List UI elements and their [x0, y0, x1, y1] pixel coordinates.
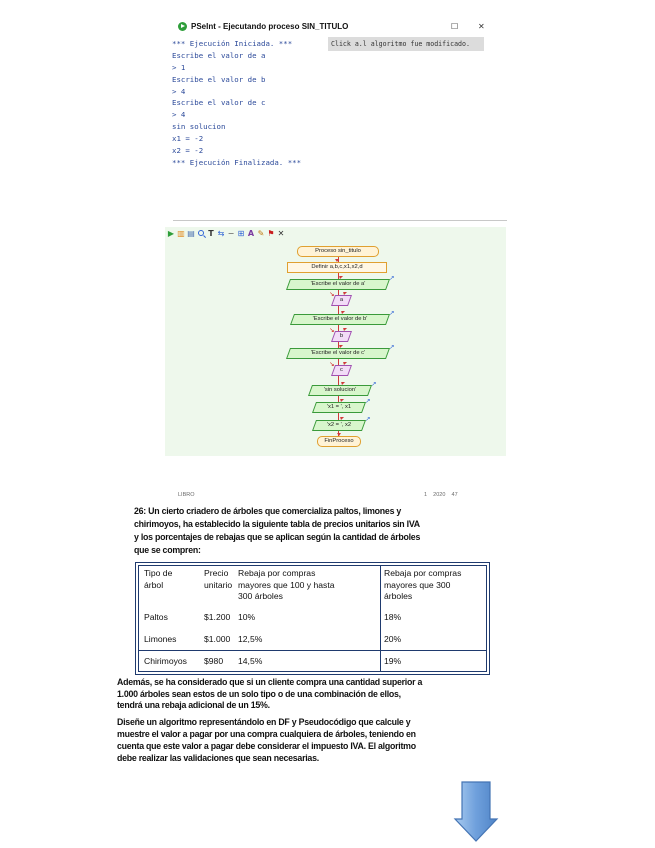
console-line: Escribe el valor de c	[172, 98, 266, 108]
node-label: Proceso sin_titulo	[315, 248, 361, 254]
close-icon[interactable]: ✕	[478, 22, 485, 31]
table-cell: Paltos	[144, 612, 168, 622]
node-label: 'x2 = ', x2	[326, 422, 352, 428]
header-line: Precio	[204, 568, 229, 578]
pseudocode-icon[interactable]: ⇆	[217, 229, 225, 238]
divider	[173, 220, 507, 221]
node-label: a	[339, 297, 344, 303]
console-line: > 4	[172, 86, 186, 96]
text-line: debe realizar las validaciones que sean necesarias.	[117, 753, 319, 763]
page-footer-left: LIBRO	[178, 492, 195, 498]
start-node[interactable]	[297, 246, 379, 257]
output-arrow-icon: ↗	[364, 415, 371, 423]
console-line: *** Ejecución Finalizada. ***	[172, 157, 302, 167]
flowchart-editor	[165, 227, 506, 456]
text-line: muestre el valor a pagar por una compra cualquiera de árboles, teniendo en	[117, 729, 416, 739]
font-icon[interactable]: A	[247, 229, 255, 238]
output-arrow-icon: ↗	[388, 309, 395, 317]
page-footer-right: 1 2020 47	[424, 492, 458, 498]
table-cell: $1.000	[204, 634, 231, 644]
zoom-icon[interactable]: ⊞	[237, 229, 245, 238]
text-line: y los porcentajes de rebajas que se aplican según la cantidad de árboles	[134, 532, 421, 542]
flowchart-toolbar	[166, 228, 286, 241]
clipboard-icon[interactable]: ▤	[187, 229, 195, 238]
input-node[interactable]	[329, 326, 352, 342]
node-label: 'x1 = ', x1	[326, 404, 352, 410]
input-node[interactable]	[329, 290, 352, 306]
table-cell: 20%	[380, 628, 486, 650]
text-line: 26: Un cierto criadero de árboles que comercializa paltos, limones y	[134, 506, 402, 516]
table-cell: $1.200	[204, 612, 231, 622]
node-label: 'Escribe el valor de c'	[310, 350, 366, 356]
define-node[interactable]	[287, 262, 387, 273]
header-line: Rebaja por compras	[238, 568, 316, 578]
table-cell: Limones	[144, 634, 177, 644]
close-icon[interactable]: ✕	[277, 229, 285, 238]
console-line: *** Ejecución Iniciada. ***	[172, 39, 293, 48]
header-line: Rebaja por compras	[384, 568, 462, 578]
price-table	[135, 562, 490, 675]
input-arrow-icon: ↘	[329, 360, 335, 368]
header-line: Tipo de	[144, 568, 173, 578]
output-node[interactable]	[308, 380, 377, 396]
node-label: Definir a,b,c,x1,x2,d	[311, 264, 363, 270]
restore-icon[interactable]: ☐	[451, 22, 459, 31]
console-line: x2 = -2	[172, 146, 204, 156]
console-line: Escribe el valor de b	[172, 74, 266, 84]
minus-icon[interactable]: −	[227, 229, 235, 238]
text-icon[interactable]: T	[208, 229, 214, 238]
window-titlebar	[172, 20, 488, 34]
text-line: tendrá una rebaja adicional de un 15%.	[117, 700, 270, 711]
end-node[interactable]	[317, 436, 361, 447]
table-cell: 18%	[380, 606, 486, 628]
console-line: x1 = -2	[172, 134, 204, 144]
output-arrow-icon: ↗	[364, 397, 371, 405]
table-cell: 14,5%	[235, 650, 380, 671]
header-line: mayores que 100 y hasta	[238, 579, 335, 590]
header-line: árbol	[144, 579, 164, 590]
output-node[interactable]	[290, 309, 395, 325]
output-arrow-icon: ↗	[370, 380, 377, 388]
text-line: que se compren:	[134, 545, 201, 555]
table-cell: 10%	[238, 612, 256, 622]
table-header	[201, 566, 235, 606]
exercise-task	[117, 716, 416, 764]
window-title: PSeInt - Ejecutando proceso SIN_TITULO	[191, 22, 349, 31]
pause-icon[interactable]: ▥	[177, 229, 185, 238]
text-line: Además, se ha considerado que si un cliente compra una cantidad superior a	[117, 677, 423, 687]
table-cell: $980	[201, 650, 235, 671]
output-arrow-icon: ↗	[388, 343, 395, 351]
node-label: b	[339, 333, 344, 339]
table-header	[235, 566, 380, 606]
node-label: 'Escribe el valor de b'	[312, 316, 368, 322]
search-icon[interactable]	[196, 228, 206, 240]
header-line: árboles	[384, 591, 413, 601]
input-node[interactable]	[329, 360, 352, 376]
exercise-intro	[134, 505, 420, 557]
table-cell: 19%	[380, 650, 486, 671]
edit-icon[interactable]: ✎	[257, 229, 265, 238]
pseint-run-window	[172, 18, 488, 173]
exercise-note	[117, 677, 422, 712]
input-arrow-icon: ↘	[329, 326, 335, 334]
flag-icon[interactable]: ⚑	[267, 229, 275, 238]
node-label: FinProceso	[324, 438, 354, 444]
output-node[interactable]	[286, 343, 395, 359]
output-node[interactable]	[286, 274, 395, 290]
table-header	[380, 566, 486, 606]
console-line: > 4	[172, 110, 186, 120]
output-arrow-icon: ↗	[388, 274, 395, 282]
table-cell: Chirimoyos	[139, 650, 201, 671]
text-line: 1.000 árboles sean estos de un solo tipo o de una combinación de ellos,	[117, 688, 401, 699]
header-line: unitario	[204, 579, 233, 590]
node-label: c	[340, 367, 343, 373]
modified-notice-button[interactable]: Click a.l algoritmo fue modificado.	[328, 37, 484, 51]
output-node[interactable]	[312, 415, 371, 431]
console-line: > 1	[172, 62, 186, 72]
node-label: 'sin solucion'	[323, 387, 357, 393]
header-line: mayores que 300	[384, 579, 451, 590]
output-node[interactable]	[312, 397, 371, 413]
console-output	[172, 38, 301, 169]
text-line: chirimoyos, ha establecido la siguiente tabla de precios unitarios sin IVA	[134, 519, 420, 529]
node-label: 'Escribe el valor de a'	[310, 281, 366, 287]
console-line: sin solucion	[172, 122, 226, 132]
console-line: Escribe el valor de a	[172, 50, 266, 60]
down-arrow-icon	[452, 779, 500, 843]
text-line: cuenta que este valor a pagar debe considerar el impuesto IVA. El algoritmo	[117, 741, 416, 751]
header-line: 300 árboles	[238, 591, 283, 601]
table-header	[139, 566, 201, 606]
pseint-app-icon	[178, 22, 187, 31]
text-line: Diseñe un algoritmo representándolo en DF y Pseudocódigo que calcule y	[117, 717, 411, 727]
run-icon[interactable]: ▶	[167, 229, 175, 238]
input-arrow-icon: ↘	[329, 290, 335, 298]
table-cell: 12,5%	[238, 634, 263, 644]
